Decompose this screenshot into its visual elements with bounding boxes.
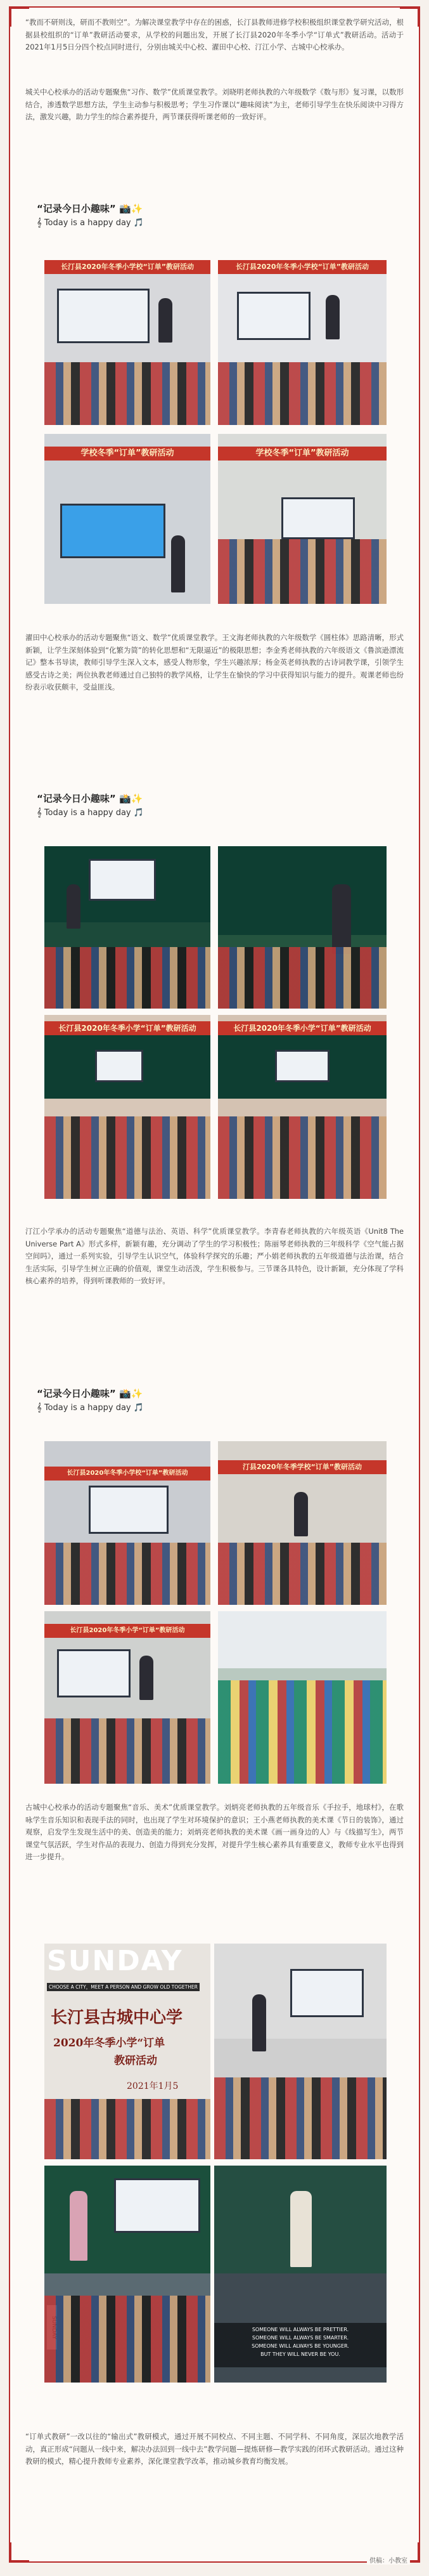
section-subtitle: 𝄞 Today is a happy day 🎵: [37, 808, 144, 818]
students-group: [214, 2077, 387, 2159]
activity-banner: 学校冬季“订单”教研活动: [218, 447, 387, 461]
sunday-caption: CHOOSE A CITY，MEET A PERSON AND GROW OLD TOGETHER: [47, 1983, 200, 1991]
teacher-figure: [139, 1656, 153, 1700]
activity-title: 2020年冬季小学“订单: [53, 2037, 165, 2050]
teacher-figure: [171, 535, 185, 592]
projection-screen: [114, 2178, 200, 2233]
quote-line: SOMEONE WILL ALWAYS BE YOUNGER.: [252, 2343, 349, 2349]
camera-icon: 📸✨: [118, 1388, 143, 1399]
classroom-photo: [218, 846, 387, 1009]
projection-screen: [57, 1649, 131, 1697]
classroom-photo: [214, 1944, 387, 2159]
quote-line: BUT THEY WILL NEVER BE YOU.: [260, 2351, 340, 2357]
section-heading: “记录今日小趣味” 📸✨: [37, 1388, 143, 1399]
corner-ornament: [10, 2542, 29, 2562]
footer-credit: 供稿：小教室: [367, 2555, 410, 2565]
tingjiang-paragraph: 汀江小学承办的活动专题聚焦“道德与法治、英语、科学”优质课堂教学。李青春老师执教的六年级英语《Unit8 The Universe Part A》形式多样，新颖有趣，充分调动了学生的学习积极性；陈丽琴老师执教的三年级科学《空气能占据空间吗》，通过一系列实验，引导学生认识空气，体验科学探究的乐趣；严小娟老师执教的五年级道德与法治课，结合生活实际，引导学生树立正确的价值观，课堂生动活泼，学生积极参与。三节课各具特色，设计新颖，充分体现了学科核心素养的培养，得到听课教师的一致好评。: [25, 1227, 404, 1286]
classroom-photo: [44, 846, 210, 1009]
chengguan-paragraph: 城关中心校承办的活动专题聚焦“习作、数学”优质课堂教学。刘晓明老师执教的六年级数学《数与形》复习课，以数形结合，渗透数学思想方法，学生主动参与积极思考；学生习作课以“趣味阅读”为主，老师引导学生在快乐阅读中习得方法，激发兴趣，助力学生的综合素养提升，两节课获得听课老师的一致好评。: [25, 88, 404, 122]
students-group: [218, 1543, 387, 1605]
students-group: [218, 1116, 387, 1200]
zhuotian-paragraph: 濯田中心校承办的活动专题聚焦“语文、数学”优质课堂教学。王文海老师执教的六年级数学《圆柱体》思路清晰，形式新颖，让学生深刻体验到“化繁为简”的转化思想和“无限逼近”的极限思想；李金秀老师执教的六年级语文《鲁滨逊漂流记》整本书导读，教师引导学生深入文本，感受人物形象，学生兴趣浓厚；杨金英老师执教的古诗词教学课，引领学生感受古诗之美；两位执教老师通过自己独特的教学风格，让学生在愉快的学习中获得知识与能力的提升。观课老师也纷纷表示收获颇丰，受益匪浅。: [25, 633, 404, 692]
teacher-figure: [332, 884, 351, 954]
camera-icon: 📸✨: [118, 203, 143, 214]
activity-banner: 长汀县2020年冬季小学校“订单”教研活动: [44, 260, 210, 274]
projection-screen: [89, 859, 156, 901]
activity-date: 2021年1月5: [127, 2081, 179, 2091]
section-heading: “记录今日小趣味” 📸✨: [37, 793, 143, 804]
quote-line: SOMEONE WILL ALWAYS BE PRETTIER.: [252, 2327, 349, 2332]
classroom-photo: [44, 260, 210, 425]
treble-clef-icon: 𝄞: [37, 808, 42, 818]
projection-screen: [290, 1969, 364, 2017]
activity-banner: 汀县2020年冬季学校“订单”教研活动: [218, 1460, 387, 1474]
music-note-icon: 🎵: [133, 218, 144, 228]
teacher-figure: [158, 298, 172, 343]
projection-screen: [60, 504, 165, 558]
gucheng-paragraph: 古城中心校承办的活动专题聚焦“音乐、美术”优质课堂教学。刘炳亮老师执教的五年级音乐《手拉手，地球村》，在歌咏学生音乐知识和表现手法的同时，也出现了学生对环境保护的意识；王小燕老师执教的美术课《节日的装饰》，通过观察，启发学生发现生活中的美、创造美的能力；刘炳亮老师执教的美术课《画一画身边的人》与《线描写生》，两节课堂气氛活跃，学生对作品的表现力、创造力得到充分发挥，对提升学生核心素养具有重要意义，教师专业水平也得到进一步提升。: [25, 1803, 404, 1862]
classroom-photo: [44, 434, 210, 604]
classroom-photo: [218, 434, 387, 604]
teacher-figure: [70, 2191, 87, 2261]
section-subtitle: 𝄞 Today is a happy day 🎵: [37, 1403, 144, 1413]
students-group: [44, 947, 210, 1009]
projection-screen: [95, 1050, 143, 1082]
students-group: [218, 539, 387, 604]
teacher-figure: [326, 295, 340, 339]
classroom-photo: [218, 1611, 387, 1784]
projection-screen: [275, 1050, 330, 1082]
students-group: [218, 1680, 387, 1784]
camera-icon: 📸✨: [118, 793, 143, 804]
intro-paragraph: “教而不研则浅，研而不教则空”。为解决课堂教学中存在的困惑，长汀县教师进修学校积极组织课堂教学研究活动，根据县校组织的“订单”教研活动要求，从学校的问题出发，开展了长汀县2020年冬季小学“订单式”教研活动。活动于2021年1月5日分四个校点同时进行，分别由城关中心校、濯田中心校、汀江小学、古城中心校承办。: [25, 18, 404, 52]
music-note-icon: 🎵: [133, 1403, 144, 1413]
classroom-photo: [44, 1441, 210, 1605]
activity-banner: 长汀县2020年冬季小学“订单”教研活动: [44, 1021, 210, 1035]
music-note-icon: 🎵: [133, 808, 144, 818]
students-group: [44, 1718, 210, 1784]
students-group: [218, 362, 387, 425]
chalkboard: [218, 846, 387, 935]
quote-line: SOMEONE WILL ALWAYS BE SMARTER.: [252, 2335, 349, 2341]
treble-clef-icon: 𝄞: [37, 218, 42, 228]
students-group: [218, 947, 387, 1009]
summary-paragraph: “订单式教研”一改以往的“输出式”教研模式，通过开展不同校点、不同主题、不同学科、不同角度，深层次地教学活动，真正形成“问题从一线中来，解决办法回到一线中去”教学问题—提炼研修—教学实践的闭环式教研活动。通过这种教研的模式，精心提升教师专业素养，深化课堂教学改革，推动城乡教育均衡发展。: [25, 2432, 404, 2466]
teacher-figure: [290, 2191, 312, 2267]
classroom-photo: [44, 2166, 210, 2383]
activity-banner: 长汀县2020年冬季小学“订单”教研活动: [218, 1021, 387, 1035]
sunday-title: SUNDAY: [47, 1945, 183, 1977]
projection-screen: [237, 292, 311, 340]
classroom-photo: [44, 1015, 210, 1199]
students-group: [44, 2099, 210, 2159]
school-name: 长汀县古城中心学: [51, 2008, 183, 2027]
section-heading: “记录今日小趣味” 📸✨: [37, 203, 143, 214]
treble-clef-icon: 𝄞: [37, 1403, 42, 1413]
classroom-photo: [218, 260, 387, 425]
projection-screen: [57, 289, 150, 343]
section-subtitle: 𝄞 Today is a happy day 🎵: [37, 218, 144, 228]
activity-subtitle: 教研活动: [114, 2055, 157, 2067]
teacher-figure: [294, 1492, 308, 1536]
activity-banner: 长汀县2020年冬季小学“订单”教研活动: [44, 1624, 210, 1638]
teacher-figure: [252, 1994, 266, 2051]
classroom-photo: [218, 1441, 387, 1605]
students-group: [44, 1543, 210, 1605]
classroom-photo: [44, 1611, 210, 1784]
teacher-figure: [67, 884, 80, 929]
students-group: [44, 362, 210, 425]
sunday-collage-photo: [44, 1944, 210, 2159]
students-group: [44, 1116, 210, 1200]
activity-banner: 长汀县2020年冬季小学校“订单”教研活动: [44, 1467, 210, 1481]
students-group: [44, 2296, 210, 2383]
quote-overlay: [214, 2323, 387, 2367]
projection-screen: [281, 497, 355, 539]
classroom-photo: [218, 1015, 387, 1199]
projection-screen: [89, 1486, 169, 1534]
activity-banner: 长汀县2020年冬季小学校“订单”教研活动: [218, 260, 387, 274]
classroom-wall: [218, 1611, 387, 1668]
activity-banner: 学校冬季“订单”教研活动: [44, 447, 210, 461]
classroom-photo: [214, 2166, 387, 2383]
